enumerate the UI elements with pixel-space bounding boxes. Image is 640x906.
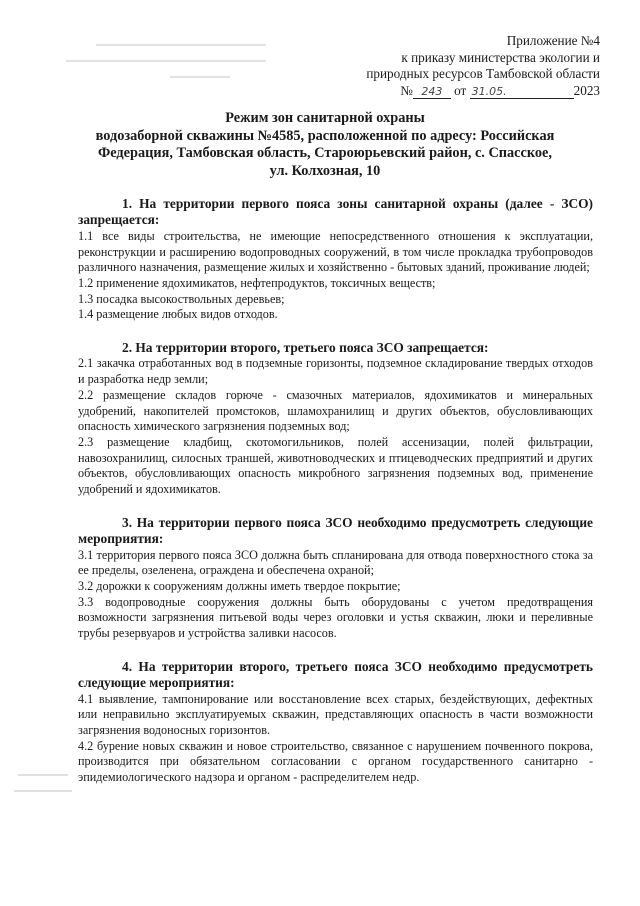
section-item: 1.4 размещение любых видов отходов. bbox=[78, 307, 278, 322]
order-date: 31.05. bbox=[470, 86, 574, 99]
appendix-ministry-line: природных ресурсов Тамбовской области bbox=[366, 66, 600, 81]
section-item: 4.2 бурение новых скважин и новое строительство, связанное с нарушением почвенного покрова, производится при обязательном согласовании с органом государственного санитарно - эпидемиологического надзора и органом - распределителем недр. bbox=[78, 738, 593, 785]
section-item: 1.2 применение ядохимикатов, нефтепродуктов, токсичных веществ; bbox=[78, 275, 436, 290]
section-item: 2.1 закачка отработанных вод в подземные горизонты, подземное складирование твердых отходов и разработка недр земли; bbox=[78, 356, 593, 387]
section-item: 3.1 территория первого пояса ЗСО должна быть спланирована для отвода поверхностного стока за ее пределы, озеленена, ограждена и обеспечена охраной; bbox=[78, 547, 593, 578]
title-line-3: Федерация, Тамбовская область, Староюрьевский район, с. Спасское, bbox=[98, 145, 552, 162]
section-item: 1.1 все виды строительства, не имеющие непосредственного отношения к эксплуатации, реконструкции и расширению водопроводных сооружений, в том числе прокладка трубопроводов различного назначения, размещение жилых и хозяйственно - бытовых зданий, проживание людей; bbox=[78, 228, 593, 275]
appendix-title: Приложение №4 bbox=[506, 33, 600, 48]
appendix-block bbox=[300, 33, 600, 99]
appendix-order-line: к приказу министерства экологии и bbox=[401, 49, 600, 65]
section-item: 1.3 посадка высокоствольных деревьев; bbox=[78, 291, 285, 306]
bleed-through-mark bbox=[66, 60, 266, 62]
bleed-through-mark bbox=[18, 774, 68, 776]
document-title bbox=[80, 110, 570, 180]
title-line-2: водозаборной скважины №4585, расположенной по адресу: Российская bbox=[95, 127, 555, 144]
section-item: 3.3 водопроводные сооружения должны быть оборудованы с учетом предотвращения возможности загрязнения питьевой воды через оголовки и устья скважин, люки и переливные трубы резервуаров и устройства заливки насосов. bbox=[78, 594, 593, 641]
section-item: 3.2 дорожки к сооружениям должны иметь твердое покрытие; bbox=[78, 578, 401, 593]
bleed-through-mark bbox=[96, 44, 266, 46]
section-item: 4.1 выявление, тампонирование или восстановление всех старых, бездействующих, дефектных или неправильно эксплуатируемых скважин, представляющих опасность в части возможности загрязнения водоносных горизонтов. bbox=[78, 691, 593, 738]
bleed-through-mark bbox=[170, 76, 230, 78]
section-heading: 4. На территории второго, третьего пояса ЗСО необходимо предусмотреть следующие мероприятия: bbox=[78, 658, 593, 691]
date-separator: от bbox=[454, 82, 467, 98]
section-heading: 2. На территории второго, третьего пояса ЗСО запрещается: bbox=[122, 340, 489, 356]
appendix-number-date bbox=[300, 83, 600, 100]
order-year: 2023 bbox=[573, 82, 600, 98]
section-item: 2.3 размещение кладбищ, скотомогильников, полей ассенизации, полей фильтрации, навозохранилищ, силосных траншей, животноводческих и птицеводческих предприятий и других объектов, обусловливающих опасность микробного загрязнения подземных вод, применение удобрений и ядохимикатов. bbox=[78, 434, 593, 497]
bleed-through-mark bbox=[14, 790, 72, 792]
section-heading: 3. На территории первого пояса ЗСО необходимо предусмотреть следующие мероприятия: bbox=[78, 514, 593, 547]
section-heading: 1. На территории первого пояса зоны санитарной охраны (далее - ЗСО) запрещается: bbox=[78, 196, 593, 228]
title-line-1: Режим зон санитарной охраны bbox=[225, 110, 425, 126]
title-line-4: ул. Колхозная, 10 bbox=[269, 162, 381, 179]
order-number: 243 bbox=[413, 86, 451, 99]
section-item: 2.2 размещение складов горюче - смазочных материалов, ядохимикатов и минеральных удобрений, накопителей промстоков, шламохранилищ и других объектов, обусловливающих опасность химического загрязнения подземных вод; bbox=[78, 387, 593, 434]
document-body bbox=[78, 196, 593, 786]
number-prefix: № bbox=[400, 82, 413, 98]
